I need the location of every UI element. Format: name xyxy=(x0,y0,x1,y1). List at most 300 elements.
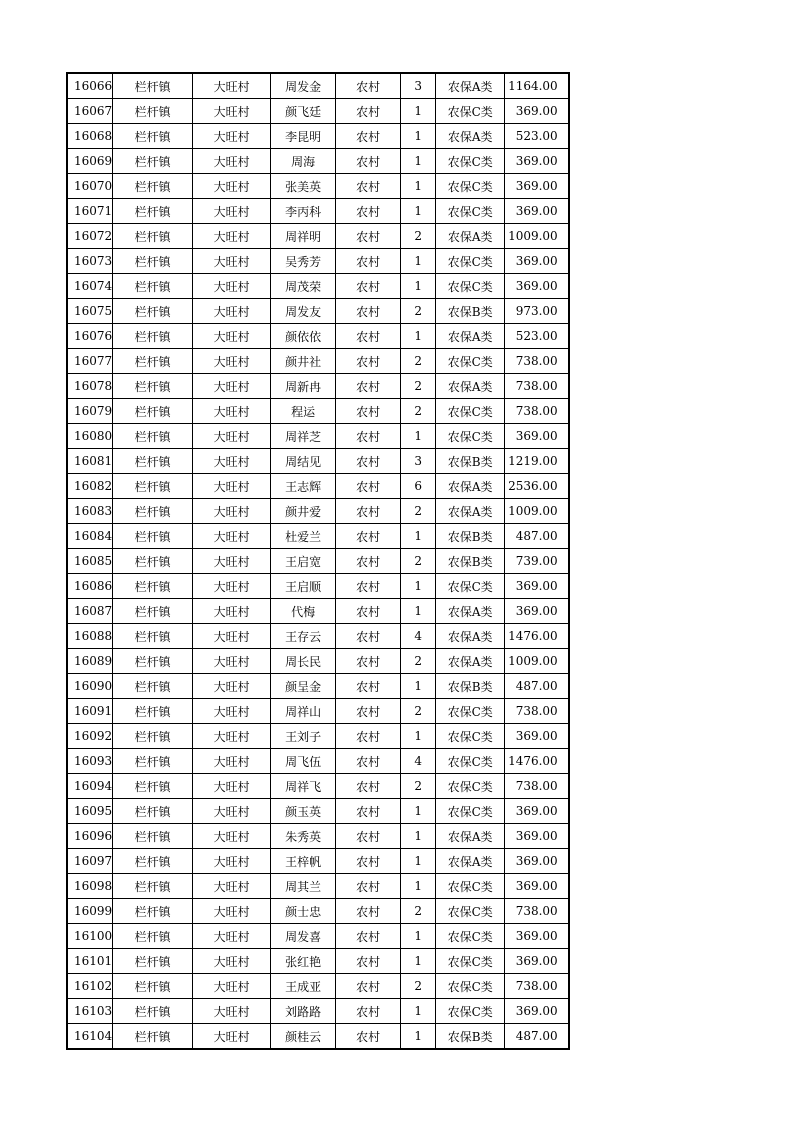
record-id-cell: 16079 xyxy=(67,399,113,424)
amount-cell: 738.00 xyxy=(505,399,569,424)
insurance-class-cell: 农保C类 xyxy=(436,899,505,924)
household-type-cell: 农村 xyxy=(336,124,401,149)
insurance-class-cell: 农保C类 xyxy=(436,699,505,724)
table-row xyxy=(67,549,569,574)
amount-cell: 738.00 xyxy=(505,699,569,724)
village-cell: 大旺村 xyxy=(193,374,271,399)
town-cell: 栏杆镇 xyxy=(113,299,193,324)
household-type-cell: 农村 xyxy=(336,399,401,424)
household-type-cell: 农村 xyxy=(336,749,401,774)
amount-cell: 369.00 xyxy=(505,249,569,274)
town-cell: 栏杆镇 xyxy=(113,199,193,224)
member-count-cell: 1 xyxy=(401,324,436,349)
village-cell: 大旺村 xyxy=(193,499,271,524)
member-count-cell: 2 xyxy=(401,699,436,724)
amount-cell: 1009.00 xyxy=(505,499,569,524)
town-cell: 栏杆镇 xyxy=(113,424,193,449)
table-row xyxy=(67,724,569,749)
name-cell: 周祥芝 xyxy=(271,424,336,449)
record-id-cell: 16072 xyxy=(67,224,113,249)
record-id-cell: 16086 xyxy=(67,574,113,599)
record-id-cell: 16068 xyxy=(67,124,113,149)
household-type-cell: 农村 xyxy=(336,199,401,224)
insurance-class-cell: 农保A类 xyxy=(436,73,505,99)
table-row xyxy=(67,399,569,424)
amount-cell: 369.00 xyxy=(505,149,569,174)
record-id-cell: 16093 xyxy=(67,749,113,774)
amount-cell: 1009.00 xyxy=(505,649,569,674)
village-cell: 大旺村 xyxy=(193,349,271,374)
household-type-cell: 农村 xyxy=(336,224,401,249)
household-type-cell: 农村 xyxy=(336,799,401,824)
amount-cell: 369.00 xyxy=(505,999,569,1024)
village-cell: 大旺村 xyxy=(193,574,271,599)
village-cell: 大旺村 xyxy=(193,724,271,749)
member-count-cell: 1 xyxy=(401,124,436,149)
town-cell: 栏杆镇 xyxy=(113,249,193,274)
village-cell: 大旺村 xyxy=(193,249,271,274)
insurance-class-cell: 农保A类 xyxy=(436,499,505,524)
member-count-cell: 1 xyxy=(401,249,436,274)
town-cell: 栏杆镇 xyxy=(113,974,193,999)
town-cell: 栏杆镇 xyxy=(113,73,193,99)
town-cell: 栏杆镇 xyxy=(113,949,193,974)
member-count-cell: 2 xyxy=(401,399,436,424)
name-cell: 周新冉 xyxy=(271,374,336,399)
member-count-cell: 1 xyxy=(401,199,436,224)
table-row xyxy=(67,274,569,299)
name-cell: 王成亚 xyxy=(271,974,336,999)
amount-cell: 738.00 xyxy=(505,349,569,374)
table-row xyxy=(67,949,569,974)
village-cell: 大旺村 xyxy=(193,424,271,449)
household-type-cell: 农村 xyxy=(336,174,401,199)
amount-cell: 1009.00 xyxy=(505,224,569,249)
table-row xyxy=(67,674,569,699)
table-row xyxy=(67,149,569,174)
record-id-cell: 16073 xyxy=(67,249,113,274)
amount-cell: 738.00 xyxy=(505,774,569,799)
town-cell: 栏杆镇 xyxy=(113,399,193,424)
record-id-cell: 16067 xyxy=(67,99,113,124)
village-cell: 大旺村 xyxy=(193,274,271,299)
household-type-cell: 农村 xyxy=(336,299,401,324)
town-cell: 栏杆镇 xyxy=(113,624,193,649)
town-cell: 栏杆镇 xyxy=(113,574,193,599)
village-cell: 大旺村 xyxy=(193,699,271,724)
amount-cell: 738.00 xyxy=(505,374,569,399)
village-cell: 大旺村 xyxy=(193,124,271,149)
amount-cell: 1219.00 xyxy=(505,449,569,474)
village-cell: 大旺村 xyxy=(193,899,271,924)
insurance-class-cell: 农保C类 xyxy=(436,799,505,824)
town-cell: 栏杆镇 xyxy=(113,499,193,524)
household-type-cell: 农村 xyxy=(336,899,401,924)
name-cell: 颜玉英 xyxy=(271,799,336,824)
town-cell: 栏杆镇 xyxy=(113,699,193,724)
village-cell: 大旺村 xyxy=(193,974,271,999)
town-cell: 栏杆镇 xyxy=(113,749,193,774)
name-cell: 朱秀英 xyxy=(271,824,336,849)
table-row xyxy=(67,799,569,824)
amount-cell: 739.00 xyxy=(505,549,569,574)
record-id-cell: 16101 xyxy=(67,949,113,974)
record-id-cell: 16103 xyxy=(67,999,113,1024)
village-cell: 大旺村 xyxy=(193,174,271,199)
member-count-cell: 1 xyxy=(401,799,436,824)
name-cell: 李丙科 xyxy=(271,199,336,224)
name-cell: 王刘子 xyxy=(271,724,336,749)
table-row xyxy=(67,224,569,249)
household-type-cell: 农村 xyxy=(336,599,401,624)
records-table xyxy=(66,72,570,1050)
insurance-class-cell: 农保B类 xyxy=(436,549,505,574)
record-id-cell: 16087 xyxy=(67,599,113,624)
record-id-cell: 16099 xyxy=(67,899,113,924)
insurance-class-cell: 农保C类 xyxy=(436,924,505,949)
village-cell: 大旺村 xyxy=(193,874,271,899)
insurance-class-cell: 农保C类 xyxy=(436,874,505,899)
record-id-cell: 16102 xyxy=(67,974,113,999)
record-id-cell: 16083 xyxy=(67,499,113,524)
table-row xyxy=(67,324,569,349)
household-type-cell: 农村 xyxy=(336,149,401,174)
village-cell: 大旺村 xyxy=(193,73,271,99)
record-id-cell: 16085 xyxy=(67,549,113,574)
member-count-cell: 1 xyxy=(401,149,436,174)
insurance-class-cell: 农保B类 xyxy=(436,449,505,474)
record-id-cell: 16077 xyxy=(67,349,113,374)
amount-cell: 523.00 xyxy=(505,324,569,349)
member-count-cell: 1 xyxy=(401,574,436,599)
village-cell: 大旺村 xyxy=(193,799,271,824)
household-type-cell: 农村 xyxy=(336,999,401,1024)
record-id-cell: 16070 xyxy=(67,174,113,199)
record-id-cell: 16078 xyxy=(67,374,113,399)
member-count-cell: 1 xyxy=(401,924,436,949)
name-cell: 王存云 xyxy=(271,624,336,649)
village-cell: 大旺村 xyxy=(193,749,271,774)
table-row xyxy=(67,574,569,599)
name-cell: 王志辉 xyxy=(271,474,336,499)
member-count-cell: 1 xyxy=(401,824,436,849)
town-cell: 栏杆镇 xyxy=(113,1024,193,1050)
table-row xyxy=(67,749,569,774)
table-row xyxy=(67,449,569,474)
table-row xyxy=(67,349,569,374)
insurance-class-cell: 农保A类 xyxy=(436,324,505,349)
amount-cell: 369.00 xyxy=(505,874,569,899)
amount-cell: 487.00 xyxy=(505,674,569,699)
table-row xyxy=(67,174,569,199)
table-row xyxy=(67,299,569,324)
village-cell: 大旺村 xyxy=(193,449,271,474)
town-cell: 栏杆镇 xyxy=(113,474,193,499)
insurance-class-cell: 农保A类 xyxy=(436,849,505,874)
name-cell: 杜爱兰 xyxy=(271,524,336,549)
member-count-cell: 1 xyxy=(401,599,436,624)
insurance-class-cell: 农保C类 xyxy=(436,399,505,424)
table-row xyxy=(67,849,569,874)
town-cell: 栏杆镇 xyxy=(113,274,193,299)
record-id-cell: 16090 xyxy=(67,674,113,699)
amount-cell: 369.00 xyxy=(505,574,569,599)
name-cell: 刘路路 xyxy=(271,999,336,1024)
record-id-cell: 16091 xyxy=(67,699,113,724)
table-row xyxy=(67,899,569,924)
household-type-cell: 农村 xyxy=(336,374,401,399)
insurance-class-cell: 农保A类 xyxy=(436,624,505,649)
member-count-cell: 1 xyxy=(401,524,436,549)
name-cell: 李昆明 xyxy=(271,124,336,149)
amount-cell: 369.00 xyxy=(505,99,569,124)
household-type-cell: 农村 xyxy=(336,824,401,849)
insurance-class-cell: 农保C类 xyxy=(436,574,505,599)
name-cell: 王启宽 xyxy=(271,549,336,574)
village-cell: 大旺村 xyxy=(193,949,271,974)
table-body xyxy=(67,73,569,1049)
amount-cell: 487.00 xyxy=(505,1024,569,1050)
table-row xyxy=(67,974,569,999)
record-id-cell: 16088 xyxy=(67,624,113,649)
amount-cell: 738.00 xyxy=(505,974,569,999)
member-count-cell: 6 xyxy=(401,474,436,499)
town-cell: 栏杆镇 xyxy=(113,224,193,249)
household-type-cell: 农村 xyxy=(336,849,401,874)
insurance-class-cell: 农保A类 xyxy=(436,649,505,674)
insurance-class-cell: 农保A类 xyxy=(436,124,505,149)
town-cell: 栏杆镇 xyxy=(113,724,193,749)
amount-cell: 523.00 xyxy=(505,124,569,149)
member-count-cell: 2 xyxy=(401,974,436,999)
amount-cell: 369.00 xyxy=(505,849,569,874)
village-cell: 大旺村 xyxy=(193,599,271,624)
record-id-cell: 16066 xyxy=(67,73,113,99)
member-count-cell: 2 xyxy=(401,349,436,374)
town-cell: 栏杆镇 xyxy=(113,924,193,949)
member-count-cell: 1 xyxy=(401,174,436,199)
town-cell: 栏杆镇 xyxy=(113,524,193,549)
table-row xyxy=(67,249,569,274)
town-cell: 栏杆镇 xyxy=(113,599,193,624)
town-cell: 栏杆镇 xyxy=(113,324,193,349)
table-row xyxy=(67,824,569,849)
household-type-cell: 农村 xyxy=(336,474,401,499)
insurance-class-cell: 农保C类 xyxy=(436,424,505,449)
amount-cell: 1476.00 xyxy=(505,749,569,774)
member-count-cell: 4 xyxy=(401,624,436,649)
household-type-cell: 农村 xyxy=(336,274,401,299)
table-row xyxy=(67,599,569,624)
household-type-cell: 农村 xyxy=(336,574,401,599)
name-cell: 周海 xyxy=(271,149,336,174)
name-cell: 周飞伍 xyxy=(271,749,336,774)
table-row xyxy=(67,774,569,799)
household-type-cell: 农村 xyxy=(336,324,401,349)
name-cell: 代梅 xyxy=(271,599,336,624)
table-row xyxy=(67,874,569,899)
member-count-cell: 1 xyxy=(401,724,436,749)
household-type-cell: 农村 xyxy=(336,924,401,949)
amount-cell: 973.00 xyxy=(505,299,569,324)
village-cell: 大旺村 xyxy=(193,849,271,874)
member-count-cell: 2 xyxy=(401,224,436,249)
village-cell: 大旺村 xyxy=(193,324,271,349)
member-count-cell: 1 xyxy=(401,274,436,299)
insurance-class-cell: 农保C类 xyxy=(436,199,505,224)
name-cell: 吴秀芳 xyxy=(271,249,336,274)
table-row xyxy=(67,924,569,949)
household-type-cell: 农村 xyxy=(336,99,401,124)
household-type-cell: 农村 xyxy=(336,649,401,674)
name-cell: 颜呈金 xyxy=(271,674,336,699)
member-count-cell: 3 xyxy=(401,73,436,99)
insurance-class-cell: 农保B类 xyxy=(436,1024,505,1050)
table-row xyxy=(67,124,569,149)
village-cell: 大旺村 xyxy=(193,299,271,324)
table-row xyxy=(67,424,569,449)
village-cell: 大旺村 xyxy=(193,399,271,424)
town-cell: 栏杆镇 xyxy=(113,649,193,674)
amount-cell: 369.00 xyxy=(505,174,569,199)
village-cell: 大旺村 xyxy=(193,474,271,499)
insurance-class-cell: 农保C类 xyxy=(436,949,505,974)
insurance-class-cell: 农保C类 xyxy=(436,149,505,174)
name-cell: 颜飞廷 xyxy=(271,99,336,124)
name-cell: 周结见 xyxy=(271,449,336,474)
insurance-class-cell: 农保C类 xyxy=(436,349,505,374)
town-cell: 栏杆镇 xyxy=(113,674,193,699)
town-cell: 栏杆镇 xyxy=(113,774,193,799)
household-type-cell: 农村 xyxy=(336,774,401,799)
village-cell: 大旺村 xyxy=(193,674,271,699)
member-count-cell: 1 xyxy=(401,999,436,1024)
member-count-cell: 2 xyxy=(401,499,436,524)
village-cell: 大旺村 xyxy=(193,549,271,574)
record-id-cell: 16076 xyxy=(67,324,113,349)
amount-cell: 369.00 xyxy=(505,949,569,974)
town-cell: 栏杆镇 xyxy=(113,149,193,174)
record-id-cell: 16075 xyxy=(67,299,113,324)
insurance-class-cell: 农保C类 xyxy=(436,249,505,274)
town-cell: 栏杆镇 xyxy=(113,374,193,399)
town-cell: 栏杆镇 xyxy=(113,174,193,199)
town-cell: 栏杆镇 xyxy=(113,549,193,574)
amount-cell: 738.00 xyxy=(505,899,569,924)
household-type-cell: 农村 xyxy=(336,73,401,99)
record-id-cell: 16084 xyxy=(67,524,113,549)
name-cell: 颜井社 xyxy=(271,349,336,374)
household-type-cell: 农村 xyxy=(336,724,401,749)
name-cell: 周发金 xyxy=(271,73,336,99)
insurance-class-cell: 农保B类 xyxy=(436,524,505,549)
village-cell: 大旺村 xyxy=(193,524,271,549)
amount-cell: 369.00 xyxy=(505,199,569,224)
name-cell: 张美英 xyxy=(271,174,336,199)
record-id-cell: 16080 xyxy=(67,424,113,449)
table-row xyxy=(67,624,569,649)
record-id-cell: 16094 xyxy=(67,774,113,799)
insurance-class-cell: 农保C类 xyxy=(436,174,505,199)
town-cell: 栏杆镇 xyxy=(113,999,193,1024)
record-id-cell: 16069 xyxy=(67,149,113,174)
insurance-class-cell: 农保C类 xyxy=(436,774,505,799)
table-row xyxy=(67,999,569,1024)
name-cell: 张红艳 xyxy=(271,949,336,974)
record-id-cell: 16098 xyxy=(67,874,113,899)
name-cell: 周其兰 xyxy=(271,874,336,899)
member-count-cell: 2 xyxy=(401,299,436,324)
town-cell: 栏杆镇 xyxy=(113,874,193,899)
name-cell: 颜桂云 xyxy=(271,1024,336,1050)
insurance-class-cell: 农保C类 xyxy=(436,274,505,299)
member-count-cell: 2 xyxy=(401,649,436,674)
name-cell: 颜士忠 xyxy=(271,899,336,924)
town-cell: 栏杆镇 xyxy=(113,899,193,924)
town-cell: 栏杆镇 xyxy=(113,99,193,124)
member-count-cell: 1 xyxy=(401,949,436,974)
household-type-cell: 农村 xyxy=(336,449,401,474)
household-type-cell: 农村 xyxy=(336,974,401,999)
table-row xyxy=(67,199,569,224)
record-id-cell: 16104 xyxy=(67,1024,113,1050)
amount-cell: 369.00 xyxy=(505,924,569,949)
insurance-class-cell: 农保A类 xyxy=(436,599,505,624)
table-row xyxy=(67,99,569,124)
village-cell: 大旺村 xyxy=(193,924,271,949)
village-cell: 大旺村 xyxy=(193,199,271,224)
name-cell: 周祥飞 xyxy=(271,774,336,799)
town-cell: 栏杆镇 xyxy=(113,849,193,874)
amount-cell: 369.00 xyxy=(505,599,569,624)
town-cell: 栏杆镇 xyxy=(113,449,193,474)
record-id-cell: 16095 xyxy=(67,799,113,824)
insurance-class-cell: 农保C类 xyxy=(436,999,505,1024)
name-cell: 周发友 xyxy=(271,299,336,324)
town-cell: 栏杆镇 xyxy=(113,799,193,824)
record-id-cell: 16071 xyxy=(67,199,113,224)
member-count-cell: 4 xyxy=(401,749,436,774)
village-cell: 大旺村 xyxy=(193,224,271,249)
amount-cell: 369.00 xyxy=(505,424,569,449)
record-id-cell: 16097 xyxy=(67,849,113,874)
name-cell: 周祥山 xyxy=(271,699,336,724)
table-row xyxy=(67,1024,569,1050)
village-cell: 大旺村 xyxy=(193,824,271,849)
household-type-cell: 农村 xyxy=(336,249,401,274)
name-cell: 周茂荣 xyxy=(271,274,336,299)
insurance-class-cell: 农保A类 xyxy=(436,824,505,849)
town-cell: 栏杆镇 xyxy=(113,824,193,849)
name-cell: 周发喜 xyxy=(271,924,336,949)
table-row xyxy=(67,474,569,499)
amount-cell: 2536.00 xyxy=(505,474,569,499)
insurance-class-cell: 农保C类 xyxy=(436,974,505,999)
member-count-cell: 1 xyxy=(401,424,436,449)
member-count-cell: 1 xyxy=(401,674,436,699)
amount-cell: 369.00 xyxy=(505,274,569,299)
village-cell: 大旺村 xyxy=(193,624,271,649)
record-id-cell: 16089 xyxy=(67,649,113,674)
town-cell: 栏杆镇 xyxy=(113,124,193,149)
household-type-cell: 农村 xyxy=(336,549,401,574)
village-cell: 大旺村 xyxy=(193,999,271,1024)
insurance-class-cell: 农保C类 xyxy=(436,99,505,124)
insurance-class-cell: 农保C类 xyxy=(436,724,505,749)
household-type-cell: 农村 xyxy=(336,349,401,374)
record-id-cell: 16100 xyxy=(67,924,113,949)
household-type-cell: 农村 xyxy=(336,1024,401,1050)
